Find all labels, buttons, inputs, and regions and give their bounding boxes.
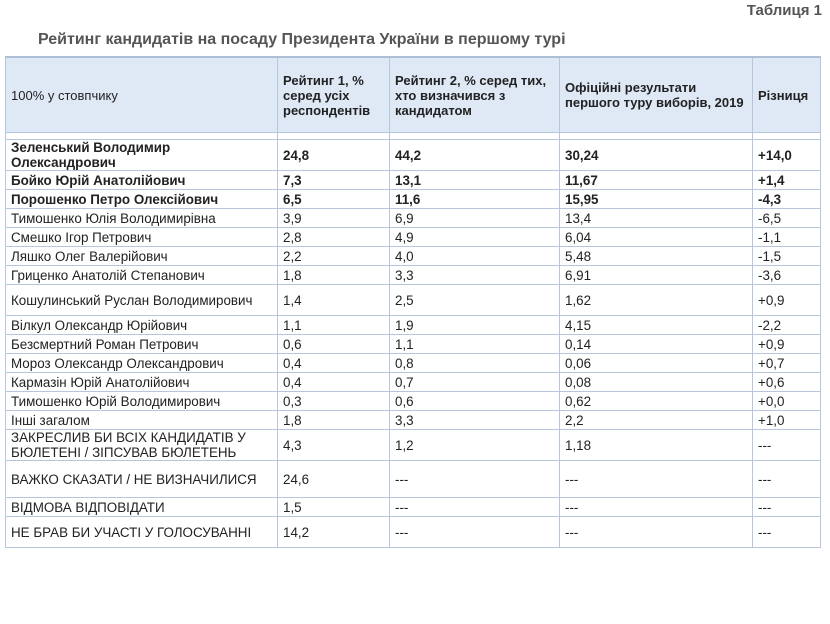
table-row xyxy=(6,190,821,209)
table-number-label: Таблиця 1 xyxy=(746,2,822,19)
candidate-name-cell: Смешко Ігор Петрович xyxy=(6,228,278,247)
rating-1-cell: 2,8 xyxy=(278,228,390,247)
difference-cell: +1,4 xyxy=(753,171,821,190)
candidate-name-cell: НЕ БРАВ БИ УЧАСТІ У ГОЛОСУВАННІ xyxy=(6,517,278,548)
table-row xyxy=(6,266,821,285)
difference-cell: -2,2 xyxy=(753,316,821,335)
difference-cell: +14,0 xyxy=(753,140,821,171)
rating-1-cell: 0,3 xyxy=(278,392,390,411)
official-result-cell: 30,24 xyxy=(560,140,753,171)
candidate-name-cell: Гриценко Анатолій Степанович xyxy=(6,266,278,285)
candidate-name-cell: Кошулинський Руслан Володимирович xyxy=(6,285,278,316)
table-row xyxy=(6,171,821,190)
table-row xyxy=(6,461,821,498)
candidate-name-cell: Вілкул Олександр Юрійович xyxy=(6,316,278,335)
rating-2-cell: 4,9 xyxy=(390,228,560,247)
difference-cell: --- xyxy=(753,461,821,498)
header-rating-1: Рейтинг 1, % серед усіх респондентів xyxy=(278,57,390,133)
official-result-cell: --- xyxy=(560,498,753,517)
rating-2-cell: 1,1 xyxy=(390,335,560,354)
candidate-name-cell: Кармазін Юрій Анатолійович xyxy=(6,373,278,392)
rating-1-cell: 6,5 xyxy=(278,190,390,209)
table-body xyxy=(6,133,821,548)
official-result-cell: 1,18 xyxy=(560,430,753,461)
table-row xyxy=(6,354,821,373)
official-result-cell: 15,95 xyxy=(560,190,753,209)
rating-2-cell: --- xyxy=(390,498,560,517)
candidate-name-cell: Тимошенко Юлія Володимирівна xyxy=(6,209,278,228)
official-result-cell: 6,91 xyxy=(560,266,753,285)
difference-cell: +1,0 xyxy=(753,411,821,430)
official-result-cell: 0,62 xyxy=(560,392,753,411)
rating-1-cell: 3,9 xyxy=(278,209,390,228)
rating-1-cell: 1,8 xyxy=(278,266,390,285)
rating-1-cell: 14,2 xyxy=(278,517,390,548)
gap-cell xyxy=(390,133,560,140)
rating-2-cell: 2,5 xyxy=(390,285,560,316)
rating-2-cell: 1,9 xyxy=(390,316,560,335)
candidate-name-cell: Тимошенко Юрій Володимирович xyxy=(6,392,278,411)
rating-1-cell: 4,3 xyxy=(278,430,390,461)
rating-2-cell: --- xyxy=(390,461,560,498)
rating-1-cell: 0,4 xyxy=(278,373,390,392)
table-row xyxy=(6,411,821,430)
difference-cell: +0,7 xyxy=(753,354,821,373)
official-result-cell: 5,48 xyxy=(560,247,753,266)
official-result-cell: 1,62 xyxy=(560,285,753,316)
table-row xyxy=(6,285,821,316)
difference-cell: -1,1 xyxy=(753,228,821,247)
difference-cell: -6,5 xyxy=(753,209,821,228)
gap-cell xyxy=(753,133,821,140)
table-row xyxy=(6,517,821,548)
difference-cell: --- xyxy=(753,498,821,517)
gap-cell xyxy=(6,133,278,140)
rating-1-cell: 24,6 xyxy=(278,461,390,498)
table-row xyxy=(6,335,821,354)
rating-2-cell: 0,7 xyxy=(390,373,560,392)
header-row xyxy=(6,57,821,133)
official-result-cell: 4,15 xyxy=(560,316,753,335)
rating-1-cell: 0,6 xyxy=(278,335,390,354)
rating-1-cell: 24,8 xyxy=(278,140,390,171)
rating-2-cell: 4,0 xyxy=(390,247,560,266)
rating-2-cell: 1,2 xyxy=(390,430,560,461)
rating-1-cell: 2,2 xyxy=(278,247,390,266)
candidate-name-cell: Мороз Олександр Олександрович xyxy=(6,354,278,373)
table-row xyxy=(6,498,821,517)
results-table-container xyxy=(5,56,820,548)
table-title: Рейтинг кандидатів на посаду Президента України в першому турі xyxy=(38,31,566,48)
table-row xyxy=(6,209,821,228)
candidate-name-cell: Порошенко Петро Олексійович xyxy=(6,190,278,209)
rating-2-cell: 11,6 xyxy=(390,190,560,209)
difference-cell: +0,9 xyxy=(753,335,821,354)
rating-2-cell: 0,8 xyxy=(390,354,560,373)
rating-1-cell: 1,1 xyxy=(278,316,390,335)
official-result-cell: --- xyxy=(560,517,753,548)
table-row xyxy=(6,228,821,247)
official-result-cell: 6,04 xyxy=(560,228,753,247)
official-result-cell: 0,06 xyxy=(560,354,753,373)
table-row xyxy=(6,247,821,266)
candidate-name-cell: Безсмертний Роман Петрович xyxy=(6,335,278,354)
difference-cell: --- xyxy=(753,517,821,548)
gap-cell xyxy=(278,133,390,140)
table-row xyxy=(6,392,821,411)
difference-cell: -3,6 xyxy=(753,266,821,285)
table-row xyxy=(6,373,821,392)
results-table xyxy=(5,56,821,548)
rating-2-cell: 13,1 xyxy=(390,171,560,190)
table-row xyxy=(6,430,821,461)
candidate-name-cell: Інші загалом xyxy=(6,411,278,430)
difference-cell: +0,6 xyxy=(753,373,821,392)
candidate-name-cell: ВІДМОВА ВІДПОВІДАТИ xyxy=(6,498,278,517)
official-result-cell: --- xyxy=(560,461,753,498)
official-result-cell: 0,14 xyxy=(560,335,753,354)
difference-cell: -1,5 xyxy=(753,247,821,266)
candidate-name-cell: Ляшко Олег Валерійович xyxy=(6,247,278,266)
table-row xyxy=(6,140,821,171)
candidate-name-cell: ЗАКРЕСЛИВ БИ ВСІХ КАНДИДАТІВ У БЮЛЕТЕНІ / ЗІПСУВАВ БЮЛЕТЕНЬ xyxy=(6,430,278,461)
official-result-cell: 11,67 xyxy=(560,171,753,190)
official-result-cell: 0,08 xyxy=(560,373,753,392)
official-result-cell: 2,2 xyxy=(560,411,753,430)
difference-cell: -4,3 xyxy=(753,190,821,209)
rating-1-cell: 1,8 xyxy=(278,411,390,430)
rating-1-cell: 0,4 xyxy=(278,354,390,373)
rating-2-cell: 0,6 xyxy=(390,392,560,411)
table-row xyxy=(6,316,821,335)
rating-2-cell: 6,9 xyxy=(390,209,560,228)
rating-2-cell: 3,3 xyxy=(390,411,560,430)
candidate-name-cell: Бойко Юрій Анатолійович xyxy=(6,171,278,190)
difference-cell: --- xyxy=(753,430,821,461)
header-difference: Різниця xyxy=(753,57,821,133)
difference-cell: +0,9 xyxy=(753,285,821,316)
rating-2-cell: 3,3 xyxy=(390,266,560,285)
header-gap-row xyxy=(6,133,821,140)
difference-cell: +0,0 xyxy=(753,392,821,411)
rating-2-cell: 44,2 xyxy=(390,140,560,171)
rating-1-cell: 1,4 xyxy=(278,285,390,316)
header-rating-2: Рейтинг 2, % серед тих, хто визначився з кандидатом xyxy=(390,57,560,133)
candidate-name-cell: ВАЖКО СКАЗАТИ / НЕ ВИЗНАЧИЛИСЯ xyxy=(6,461,278,498)
rating-2-cell: --- xyxy=(390,517,560,548)
header-candidate: 100% у стовпчику xyxy=(6,57,278,133)
gap-cell xyxy=(560,133,753,140)
header-official-results: Офіційні результати першого туру виборів, 2019 xyxy=(560,57,753,133)
rating-1-cell: 7,3 xyxy=(278,171,390,190)
rating-1-cell: 1,5 xyxy=(278,498,390,517)
candidate-name-cell: Зеленський Володимир Олександрович xyxy=(6,140,278,171)
official-result-cell: 13,4 xyxy=(560,209,753,228)
